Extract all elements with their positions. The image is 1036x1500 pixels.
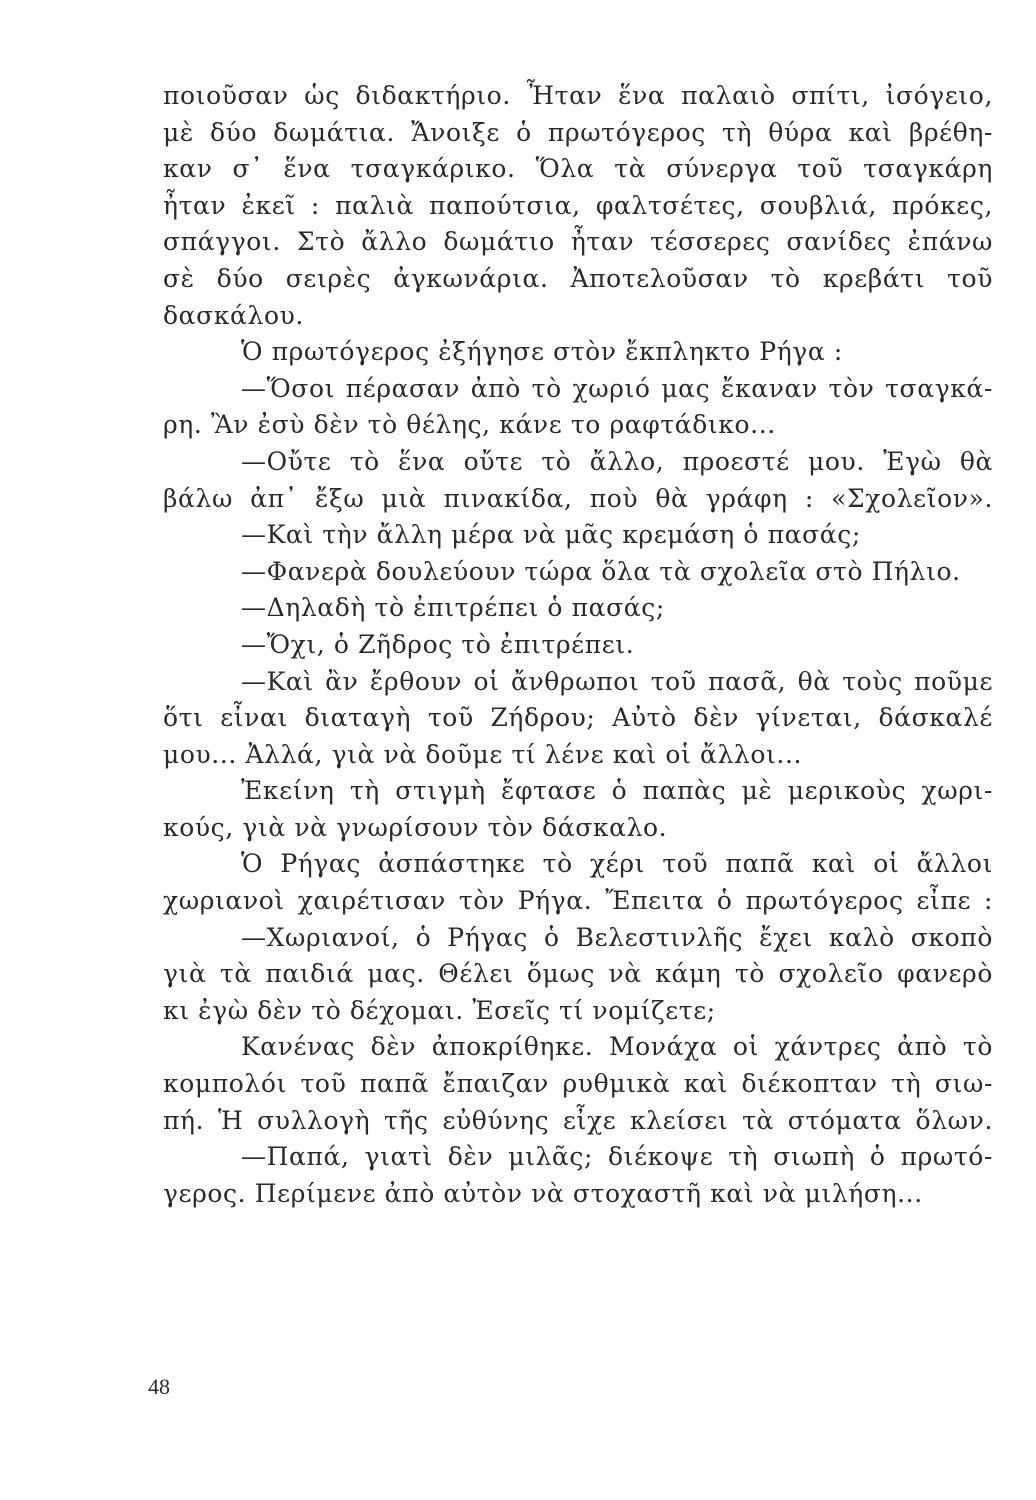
text-line: —Ὅσοι πέρασαν ἀπὸ τὸ χωριό μας ἔκαναν τὸν τσαγκά- [241,373,993,403]
text-line: —Δηλαδὴ τὸ ἐπιτρέπει ὁ πασάς; [241,593,665,623]
text-line: —Φανερὰ δουλεύουν τώρα ὅλα τὰ σχολεῖα στὸ Πήλιο. [241,556,961,586]
body-text [163,78,993,1212]
text-line: —Χωριανοί, ὁ Ρήγας ὁ Βελεστινλῆς ἔχει καλὸ σκοπὸ [241,922,993,952]
text-line: Ὁ Ρήγας ἀσπάστηκε τὸ χέρι τοῦ παπᾶ καὶ οἱ ἄλλοι [241,849,993,879]
text-line: Ὁ πρωτόγερος ἐξήγησε στὸν ἔκπληκτο Ρήγα : [241,337,843,367]
text-line: ἦταν ἐκεῖ : παλιὰ παπούτσια, φαλτσέτες, σουβλιά, πρόκες, [163,190,993,220]
text-line: —Οὔτε τὸ ἕνα οὔτε τὸ ἄλλο, προεστέ μου. Ἐγὼ θὰ [241,446,993,476]
text-line: κούς, γιὰ νὰ γνωρίσουν τὸν δάσκαλο. [163,812,668,842]
text-line: ρη. Ἂν ἐσὺ δὲν τὸ θέλης, κάνε το ραφτάδικο... [163,410,776,440]
text-line: γιὰ τὰ παιδιά μας. Θέλει ὅμως νὰ κάμη τὸ σχολεῖο φανερὸ [163,959,993,989]
text-line: γερος. Περίμενε ἀπὸ αὐτὸν νὰ στοχαστῆ καὶ νὰ μιλήση... [163,1178,923,1208]
text-line: κομπολόι τοῦ παπᾶ ἔπαιζαν ρυθμικὰ καὶ διέκοπταν τὴ σιω- [163,1069,993,1099]
text-line: μὲ δύο δωμάτια. Ἄνοιξε ὁ πρωτόγερος τὴ θύρα καὶ βρέθη- [163,117,993,147]
text-line: δασκάλου. [163,300,304,330]
text-line: πή. Ἡ συλλογὴ τῆς εὐθύνης εἶχε κλείσει τὰ στόματα ὅλων. [163,1105,993,1135]
text-line: —Καὶ ἂν ἔρθουν οἱ ἄνθρωποι τοῦ πασᾶ, θὰ τοὺς ποῦμε [241,666,993,696]
text-line: καν σ᾽ ἕνα τσαγκάρικο. Ὅλα τὰ σύνεργα τοῦ τσαγκάρη [163,154,993,184]
text-line: ὅτι εἶναι διαταγὴ τοῦ Ζήδρου; Αὐτὸ δὲν γίνεται, δάσκαλέ [163,703,993,733]
text-line: χωριανοὶ χαιρέτισαν τὸν Ρήγα. Ἔπειτα ὁ πρωτόγερος εἶπε : [163,886,993,916]
text-line: —Ὄχι, ὁ Ζῆδρος τὸ ἐπιτρέπει. [241,629,635,659]
text-line: βάλω ἀπ᾽ ἔξω μιὰ πινακίδα, ποὺ θὰ γράφη : «Σχολεῖον». [163,483,993,513]
text-line: σὲ δύο σειρὲς ἀγκωνάρια. Ἀποτελοῦσαν τὸ κρεβάτι τοῦ [163,263,993,293]
text-line: —Παπά, γιατὶ δὲν μιλᾶς; διέκοψε τὴ σιωπὴ ὁ πρωτό- [241,1142,993,1172]
text-line: σπάγγοι. Στὸ ἄλλο δωμάτιο ἦταν τέσσερες σανίδες ἐπάνω [163,227,993,257]
text-line: Κανένας δὲν ἀποκρίθηκε. Μονάχα οἱ χάντρες ἀπὸ τὸ [241,1032,993,1062]
text-line: μου... Ἀλλά, γιὰ νὰ δοῦμε τί λένε καὶ οἱ ἄλλοι... [163,739,803,769]
text-line: κι ἐγὼ δὲν τὸ δέχομαι. Ἐσεῖς τί νομίζετε; [163,995,716,1025]
text-line: ποιοῦσαν ὡς διδακτήριο. Ἦταν ἕνα παλαιὸ σπίτι, ἰσόγειο, [163,81,993,110]
text-line: Ἐκείνη τὴ στιγμὴ ἔφτασε ὁ παπὰς μὲ μερικοὺς χωρι- [241,776,993,806]
text-line: —Καὶ τὴν ἄλλη μέρα νὰ μᾶς κρεμάση ὁ πασάς; [241,520,861,550]
page-number: 48 [148,1374,170,1399]
